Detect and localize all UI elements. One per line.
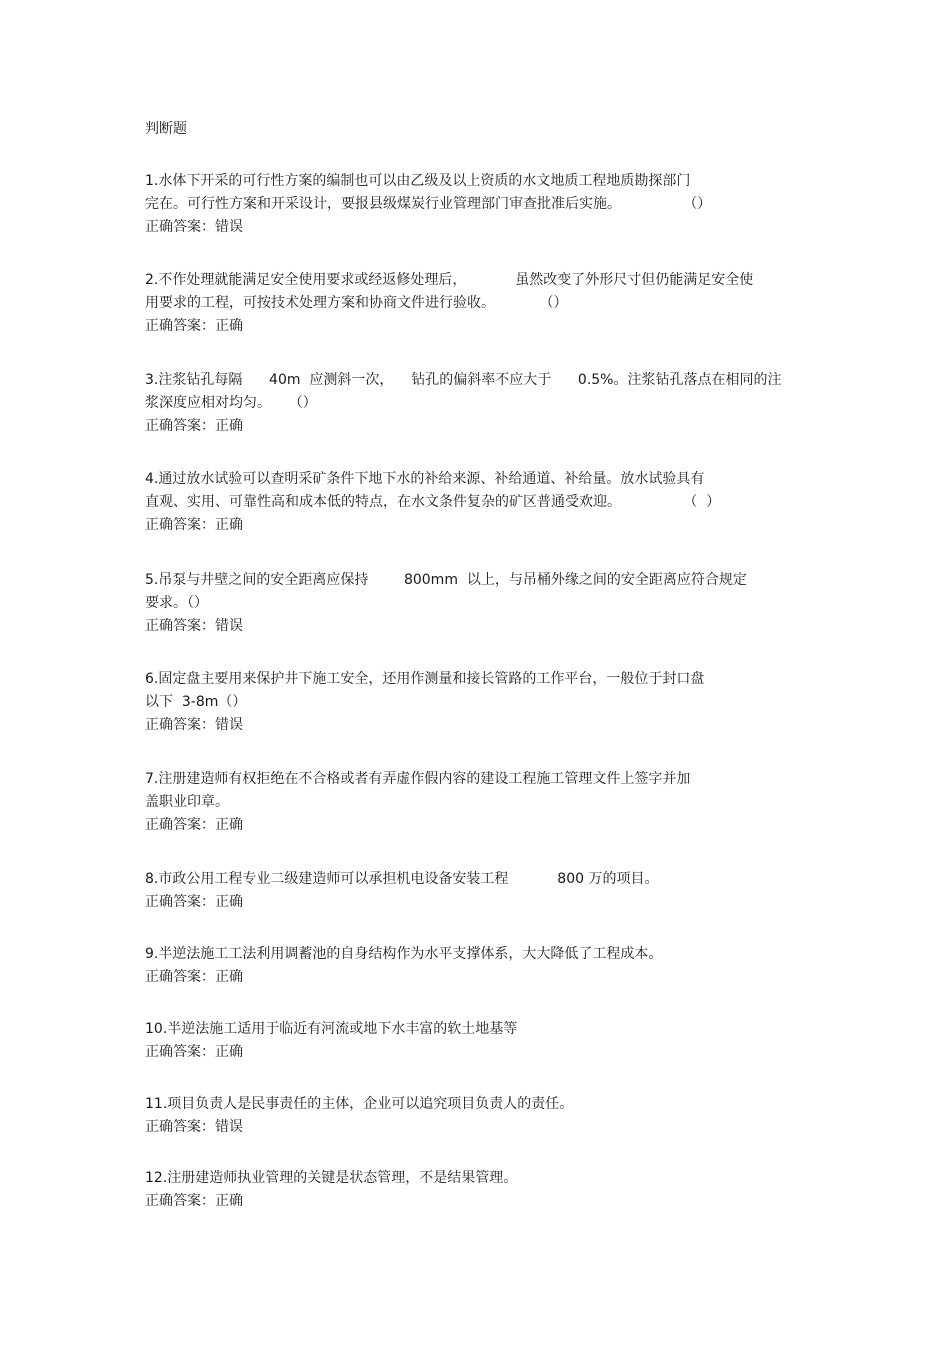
question-text: 4.通过放水试验可以查明采矿条件下地下水的补给来源、补给通道、补给量。放水试验具有	[145, 471, 705, 487]
question-item	[145, 943, 805, 989]
answer-prefix: 正确答案：	[145, 618, 215, 634]
answer-line	[145, 814, 805, 837]
answer-value: 正确	[215, 318, 243, 334]
answer-prefix: 正确答案：	[145, 1044, 215, 1060]
answer-prefix: 正确答案：	[145, 969, 215, 985]
answer-line	[145, 415, 805, 438]
answer-prefix: 正确答案：	[145, 717, 215, 733]
answer-value: 正确	[215, 517, 243, 533]
answer-line	[145, 615, 805, 638]
answer-value: 错误	[215, 219, 243, 235]
question-text: 6.固定盘主要用来保护井下施工安全，还用作测量和接长管路的工作平台，一般位于封口盘	[145, 671, 705, 687]
question-text: 要求。（）	[145, 595, 208, 611]
answer-line	[145, 1116, 805, 1139]
answer-prefix: 正确答案：	[145, 418, 215, 434]
section-title: 判断题	[145, 121, 187, 137]
answer-prefix: 正确答案：	[145, 817, 215, 833]
question-text: 8.市政公用工程专业二级建造师可以承担机电设备安装工程 800 万的项目。	[145, 871, 659, 887]
answer-prefix: 正确答案：	[145, 517, 215, 533]
question-text: 12.注册建造师执业管理的关键是状态管理，不是结果管理。	[145, 1170, 518, 1186]
question-text: 7.注册建造师有权拒绝在不合格或者有弄虚作假内容的建设工程施工管理文件上签字并加	[145, 771, 691, 787]
question-item	[145, 369, 805, 438]
question-item	[145, 668, 805, 737]
answer-prefix: 正确答案：	[145, 219, 215, 235]
answer-value: 正确	[215, 894, 243, 910]
question-item	[145, 868, 805, 914]
question-item	[145, 269, 805, 338]
answer-line	[145, 216, 805, 239]
question-text: 10.半逆法施工适用于临近有河流或地下水丰富的软土地基等	[145, 1021, 518, 1037]
question-item	[145, 1018, 805, 1064]
answer-value: 正确	[215, 418, 243, 434]
answer-value: 正确	[215, 1193, 243, 1209]
answer-line	[145, 514, 805, 537]
question-text: 完在。可行性方案和开采设计，要报县级煤炭行业管理部门审查批准后实施。 （）	[145, 196, 712, 212]
answer-line	[145, 966, 805, 989]
answer-line	[145, 891, 805, 914]
question-text: 11.项目负责人是民事责任的主体，企业可以追究项目负责人的责任。	[145, 1096, 574, 1112]
question-item	[145, 569, 805, 638]
answer-prefix: 正确答案：	[145, 894, 215, 910]
question-text: 9.半逆法施工工法利用调蓄池的自身结构作为水平支撑体系，大大降低了工程成本。	[145, 946, 663, 962]
answer-value: 正确	[215, 969, 243, 985]
question-text: 3.注浆钻孔每隔 40m 应测斜一次， 钻孔的偏斜率不应大于 0.5%。注浆钻孔落点在相同的注	[145, 372, 782, 388]
answer-line	[145, 1190, 805, 1213]
question-item	[145, 1167, 805, 1213]
answer-prefix: 正确答案：	[145, 1193, 215, 1209]
answer-value: 正确	[215, 1044, 243, 1060]
answer-prefix: 正确答案：	[145, 318, 215, 334]
question-item	[145, 768, 805, 837]
answer-prefix: 正确答案：	[145, 1119, 215, 1135]
question-text: 2.不作处理就能满足安全使用要求或经返修处理后， 虽然改变了外形尺寸但仍能满足安全使	[145, 272, 754, 288]
question-text: 浆深度应相对均匀。 （）	[145, 395, 317, 411]
answer-value: 错误	[215, 1119, 243, 1135]
answer-line	[145, 315, 805, 338]
question-item	[145, 170, 805, 239]
answer-value: 错误	[215, 618, 243, 634]
question-text: 5.吊泵与井壁之间的安全距离应保持 800mm 以上，与吊桶外缘之间的安全距离应符合规定	[145, 572, 747, 588]
question-text: 直观、实用、可靠性高和成本低的特点，在水文条件复杂的矿区普通受欢迎。 （ ）	[145, 494, 721, 510]
answer-value: 错误	[215, 717, 243, 733]
question-text: 用要求的工程，可按技术处理方案和协商文件进行验收。 （）	[145, 295, 568, 311]
question-item	[145, 468, 805, 537]
question-text: 1.水体下开采的可行性方案的编制也可以由乙级及以上资质的水文地质工程地质勘探部门	[145, 173, 691, 189]
answer-line	[145, 714, 805, 737]
answer-line	[145, 1041, 805, 1064]
answer-value: 正确	[215, 817, 243, 833]
question-item	[145, 1093, 805, 1139]
question-text: 盖职业印章。	[145, 794, 229, 810]
question-text: 以下 3-8m（）	[145, 694, 247, 710]
